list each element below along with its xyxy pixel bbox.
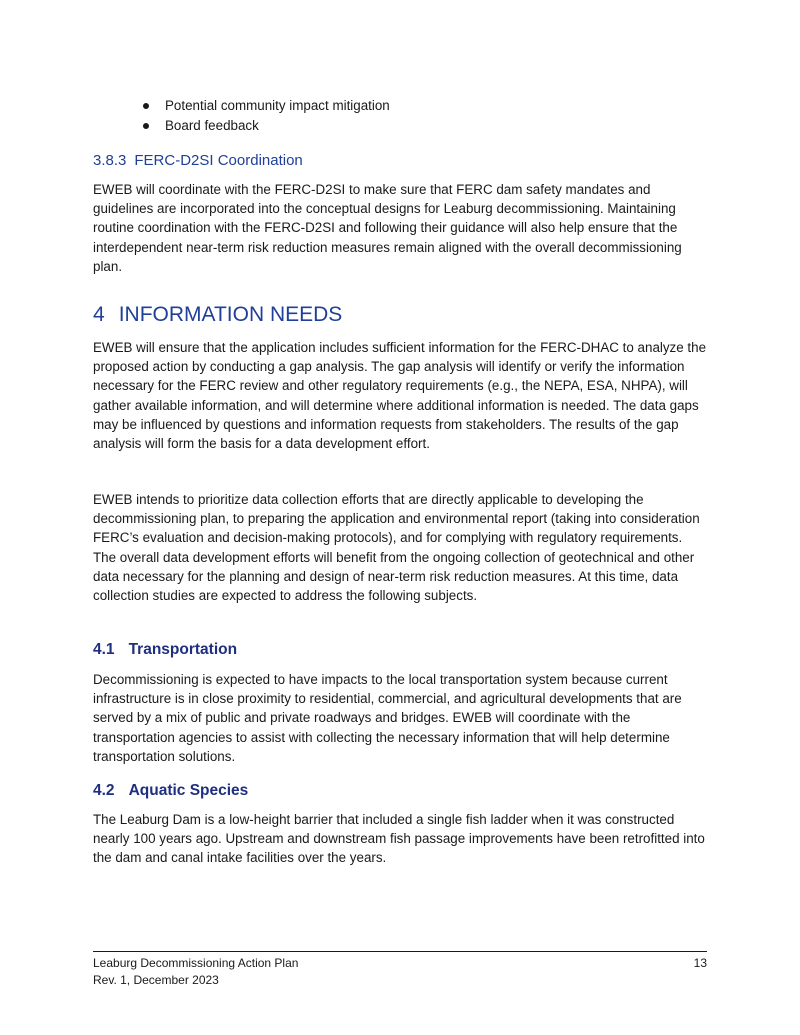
section-4-1-paragraph: Decommissioning is expected to have impacts to the local transportation system because current infrastructure is in close proximity to residential, commercial, and agricultural developments that are served by a mix of public and private roadways and bridges. EWEB will coordinate with the transportation agencies to assist with collecting the necessary information that will help determine transportation solutions. — [93, 672, 682, 764]
section-3-8-3-heading — [93, 151, 303, 171]
list-item: Board feedback — [139, 116, 390, 136]
section-title: INFORMATION NEEDS — [118, 303, 343, 326]
section-number: 4.2 — [93, 782, 115, 799]
section-4-2-paragraph: The Leaburg Dam is a low-height barrier that included a single fish ladder when it was constructed nearly 100 years ago. Upstream and downstream fish passage improvements have been retrofitted into the dam and canal intake facilities over the years. — [93, 812, 705, 866]
footer-document-title: Leaburg Decommissioning Action Plan — [93, 956, 299, 970]
section-number: 4.1 — [93, 641, 115, 658]
bullet-icon — [143, 103, 149, 109]
document-page — [93, 0, 707, 1035]
bullet-icon — [143, 123, 149, 129]
section-number: 3.8.3 — [93, 152, 127, 169]
section-4-2-heading — [93, 781, 248, 801]
section-4-1-heading — [93, 640, 237, 660]
list-item: Potential community impact mitigation — [139, 96, 390, 116]
section-3-8-3-paragraph: EWEB will coordinate with the FERC-D2SI to make sure that FERC dam safety mandates and guidelines are incorporated into the conceptual designs for Leaburg decommissioning. Maintaining routine coordination with the FERC-D2SI and following their guidance will also help ensure that the interdependent near-term risk reduction measures remain aligned with the overall decommissioning plan. — [93, 182, 682, 274]
section-title: Transportation — [128, 641, 238, 658]
section-4-paragraph-2: EWEB intends to prioritize data collection efforts that are directly applicable to developing the decommissioning plan, to preparing the application and environmental report (taking into consideration FERC’s evaluation and decision-making protocols), and for complying with regulatory requirements. The overall data development efforts will benefit from the ongoing collection of geotechnical and other data necessary for the planning and design of near-term risk reduction measures. At this time, data collection studies are expected to address the following subjects. — [93, 492, 700, 604]
page-number: 13 — [693, 956, 707, 970]
section-title: Aquatic Species — [128, 782, 249, 799]
section-4-heading — [93, 301, 342, 329]
section-number: 4 — [93, 303, 105, 326]
section-title: FERC-D2SI Coordination — [134, 152, 303, 169]
bullet-list — [139, 96, 390, 136]
section-4-paragraph-1: EWEB will ensure that the application includes sufficient information for the FERC-DHAC to analyze the proposed action by conducting a gap analysis. The gap analysis will identify or verify the information necessary for the FERC review and other regulatory requirements (e.g., the NEPA, ESA, NHPA), will gather available information, and will determine where additional information is needed. The data gaps may be influenced by questions and information requests from stakeholders. The results of the gap analysis will form the basis for a data development effort. — [93, 340, 707, 452]
footer-revision: Rev. 1, December 2023 — [93, 973, 219, 987]
footer-divider — [93, 951, 707, 952]
